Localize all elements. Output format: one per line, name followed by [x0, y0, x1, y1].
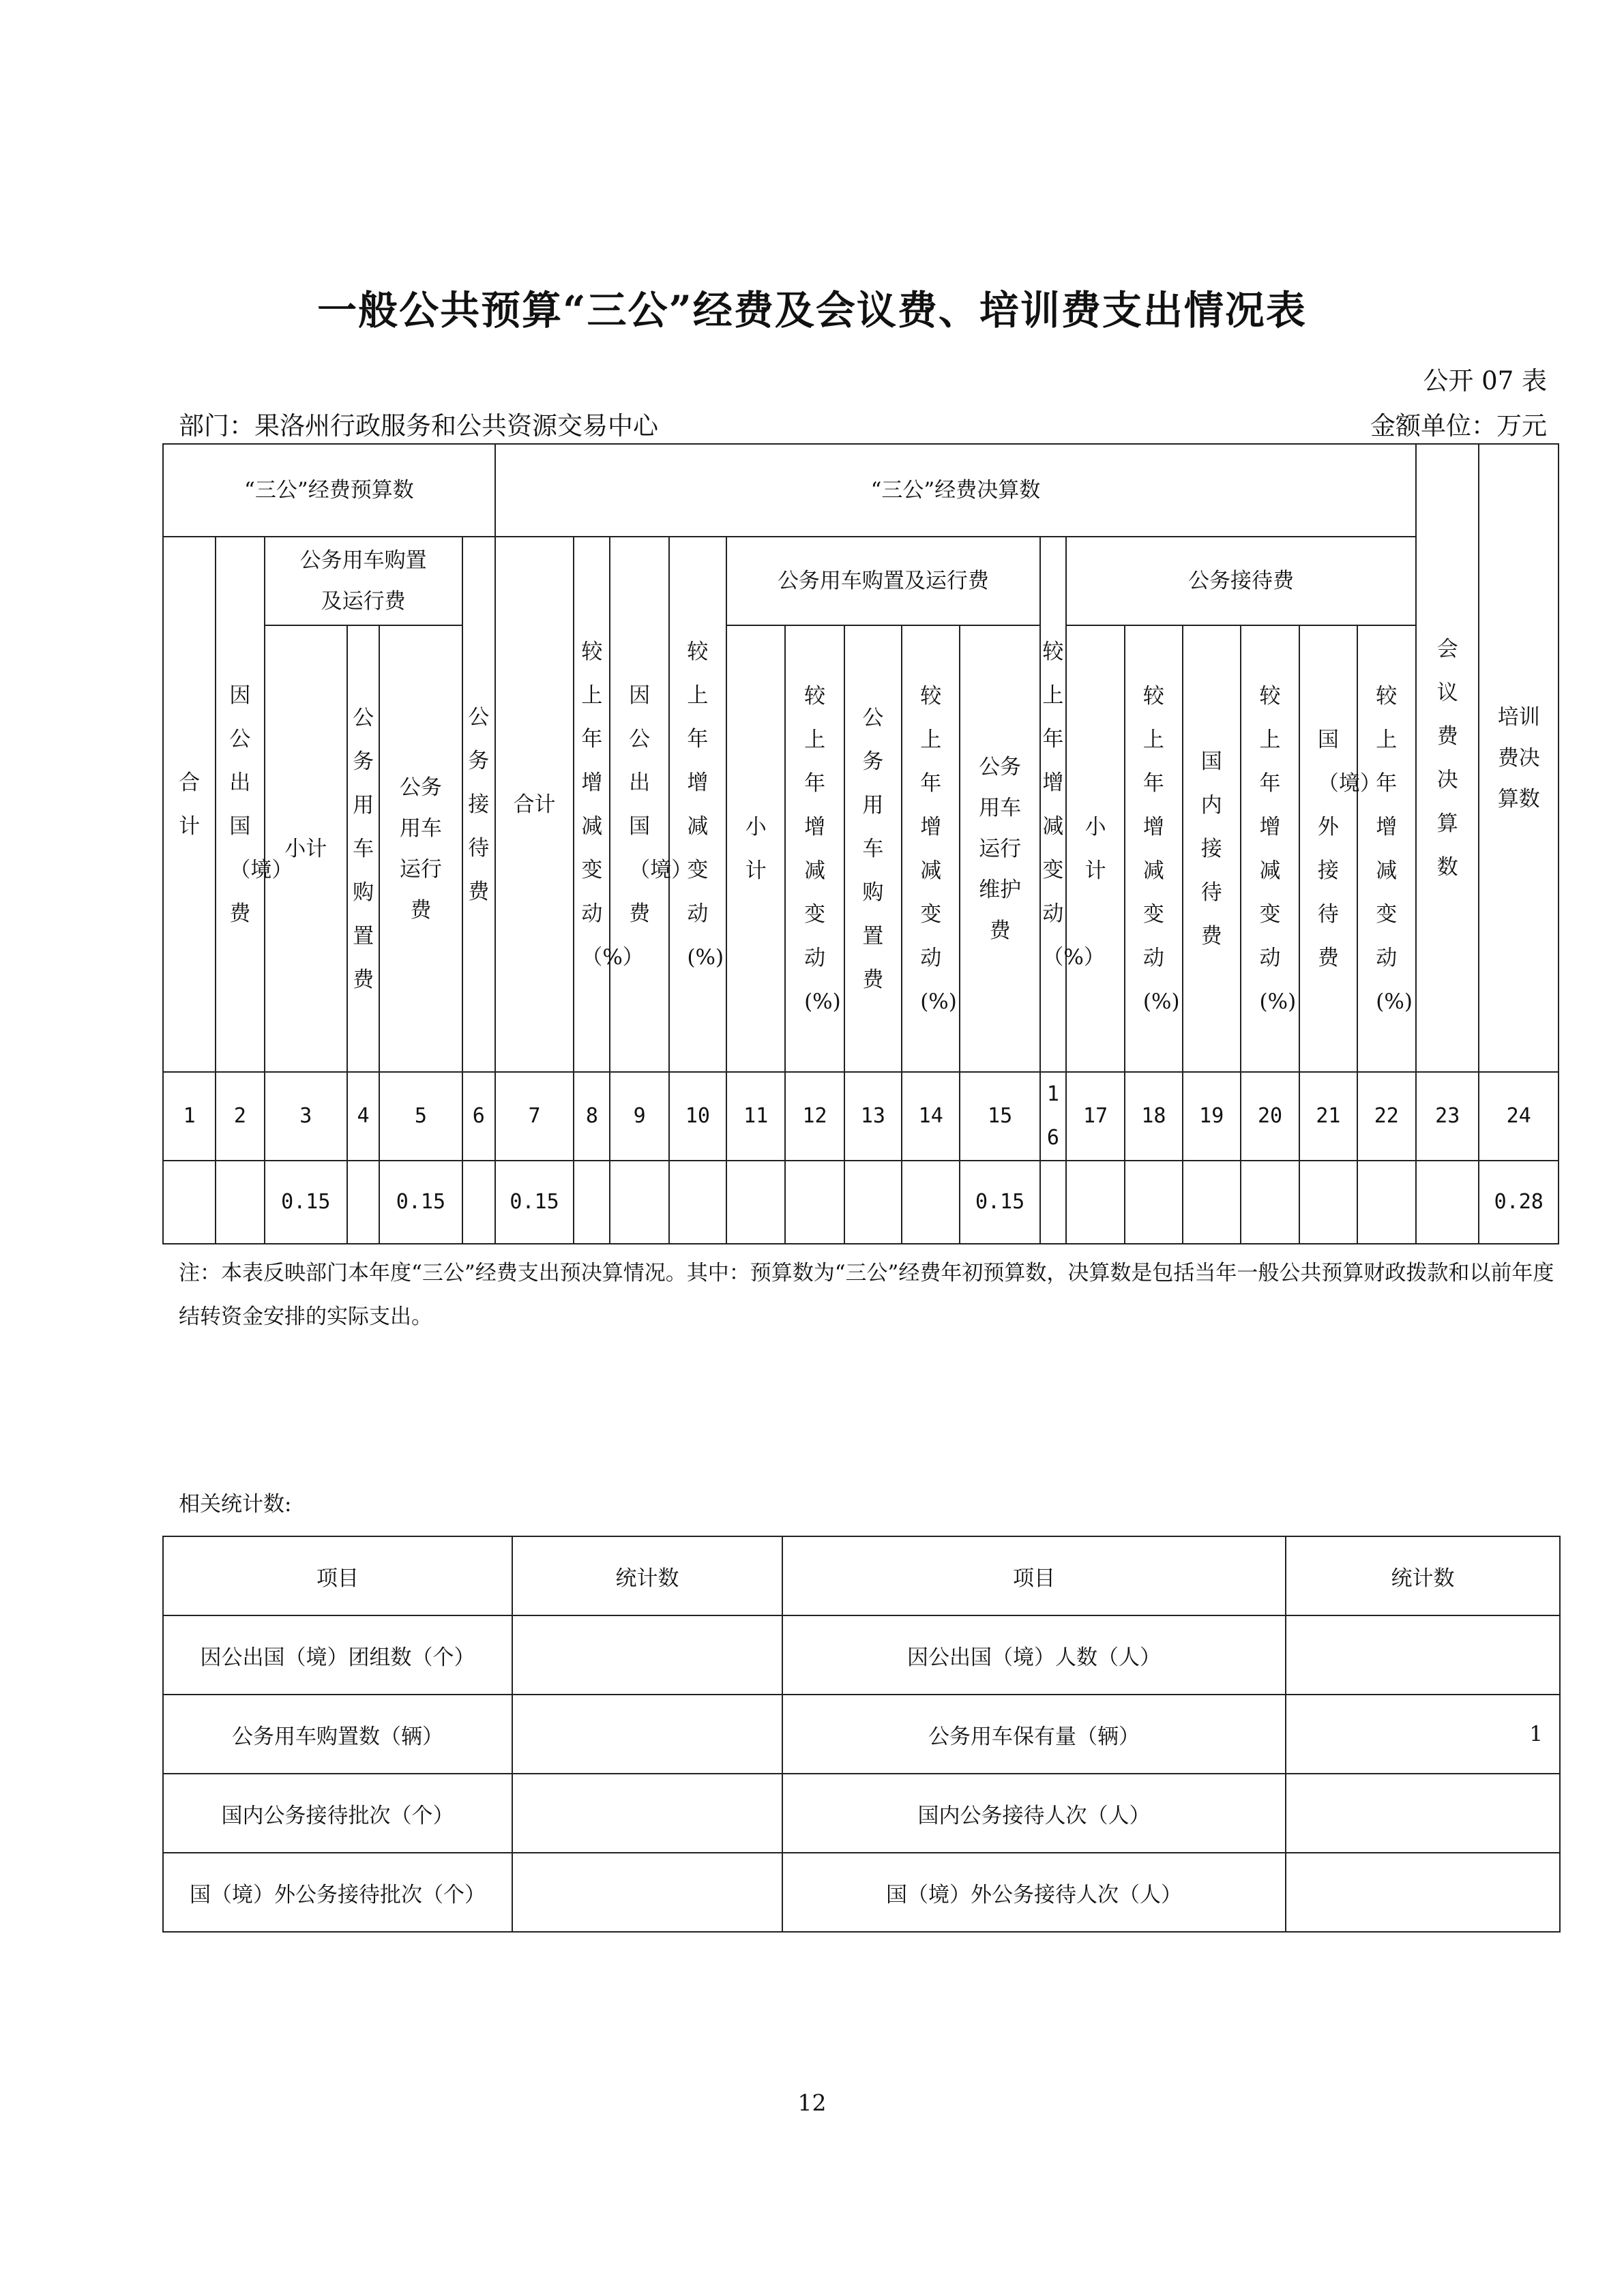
- value-cell: [1241, 1161, 1299, 1244]
- header-budget-reception: 公务接待费: [462, 537, 495, 1072]
- value-cell: 0.15: [960, 1161, 1039, 1244]
- table-row: [163, 1615, 1560, 1695]
- header-final-total-change: 较上年增减变动（%）: [574, 537, 610, 1072]
- header-final-vehicle-purchase-change: 较上年增减变动(%): [902, 625, 960, 1072]
- value-cell: 0.15: [495, 1161, 574, 1244]
- header-final-reception-subtotal-change: 较上年增减变动(%): [1125, 625, 1182, 1072]
- stats-item: 公务用车购置数（辆）: [163, 1695, 512, 1774]
- stats-header: 项目: [163, 1536, 512, 1615]
- stats-item: 公务用车保有量（辆）: [782, 1695, 1286, 1774]
- column-number: 1: [163, 1072, 216, 1161]
- header-final-foreign-reception: 国（境）外接待费: [1299, 625, 1357, 1072]
- column-number: 19: [1183, 1072, 1241, 1161]
- column-number: 15: [960, 1072, 1039, 1161]
- header-final-vehicle-subtotal: 小计: [726, 625, 785, 1072]
- stats-value: [512, 1774, 782, 1853]
- value-cell: 0.28: [1479, 1161, 1559, 1244]
- value-cell: [785, 1161, 844, 1244]
- header-final-vehicle-group: 公务用车购置及运行费: [726, 537, 1040, 625]
- column-number: 4: [347, 1072, 379, 1161]
- value-cell: [462, 1161, 495, 1244]
- column-number: 5: [379, 1072, 462, 1161]
- column-number: 2: [216, 1072, 264, 1161]
- header-final-vehicle-maintenance: 公务用车运行维护费: [960, 625, 1039, 1072]
- column-number: 13: [844, 1072, 902, 1161]
- column-number: 16: [1040, 1072, 1066, 1161]
- value-cell: [574, 1161, 610, 1244]
- column-number: 24: [1479, 1072, 1559, 1161]
- header-budget-vehicle-group: 公务用车购置及运行费: [265, 537, 462, 625]
- table-row: [163, 1853, 1560, 1932]
- page-number: 12: [797, 2089, 827, 2116]
- column-number: 20: [1241, 1072, 1299, 1161]
- stats-label: 相关统计数:: [179, 1492, 292, 1517]
- value-cell: [1125, 1161, 1182, 1244]
- header-final-domestic-reception-change: 较上年增减变动(%): [1241, 625, 1299, 1072]
- header-training-fee: 培训费决算数: [1479, 444, 1559, 1072]
- header-final-domestic-reception: 国内接待费: [1183, 625, 1241, 1072]
- value-cell: [902, 1161, 960, 1244]
- header-final-reception-group: 公务接待费: [1066, 537, 1416, 625]
- stats-item: 因公出国（境）团组数（个）: [163, 1615, 512, 1695]
- value-cell: [216, 1161, 264, 1244]
- header-final-reception-subtotal: 小计: [1066, 625, 1125, 1072]
- stats-value: [512, 1695, 782, 1774]
- header-meeting-fee: 会议费决算数: [1416, 444, 1479, 1072]
- header-final-vehicle-subtotal-change: 较上年增减变动(%): [785, 625, 844, 1072]
- stats-value: 1: [1286, 1695, 1560, 1774]
- value-cell: [1357, 1161, 1417, 1244]
- value-cell: [610, 1161, 668, 1244]
- stats-value: [512, 1615, 782, 1695]
- value-cell: 0.15: [379, 1161, 462, 1244]
- value-cell: [1416, 1161, 1479, 1244]
- header-budget-vehicle-subtotal: 小计: [265, 625, 347, 1072]
- header-final-abroad-change: 较上年增减变动(%): [669, 537, 726, 1072]
- header-final-foreign-reception-change: 较上年增减变动(%): [1357, 625, 1417, 1072]
- stats-value: [1286, 1774, 1560, 1853]
- column-number: 9: [610, 1072, 668, 1161]
- stats-value: [1286, 1853, 1560, 1932]
- table-row: [163, 1695, 1560, 1774]
- stats-header: 项目: [782, 1536, 1286, 1615]
- stats-item: 国内公务接待人次（人）: [782, 1774, 1286, 1853]
- expenditure-table: [162, 443, 1559, 1244]
- stats-item: 国内公务接待批次（个）: [163, 1774, 512, 1853]
- column-number: 22: [1357, 1072, 1417, 1161]
- header-budget-vehicle-operation: 公务用车运行费: [379, 625, 462, 1072]
- value-cell: [669, 1161, 726, 1244]
- stats-value: [1286, 1615, 1560, 1695]
- stats-item: 因公出国（境）人数（人）: [782, 1615, 1286, 1695]
- department-label: 部门：果洛州行政服务和公共资源交易中心: [179, 411, 658, 441]
- value-cell: [1299, 1161, 1357, 1244]
- value-cell: [1183, 1161, 1241, 1244]
- column-number: 18: [1125, 1072, 1182, 1161]
- column-number: 8: [574, 1072, 610, 1161]
- column-number: 11: [726, 1072, 785, 1161]
- column-number: 10: [669, 1072, 726, 1161]
- header-final-group: “三公”经费决算数: [495, 444, 1416, 537]
- table-row: [163, 1774, 1560, 1853]
- column-number: 6: [462, 1072, 495, 1161]
- value-cell: [726, 1161, 785, 1244]
- value-cell: [347, 1161, 379, 1244]
- header-final-abroad: 因公出国（境）费: [610, 537, 668, 1072]
- column-number: 3: [265, 1072, 347, 1161]
- page-title: 一般公共预算“三公”经费及会议费、培训费支出情况表: [317, 287, 1307, 333]
- column-number: 21: [1299, 1072, 1357, 1161]
- column-number: 23: [1416, 1072, 1479, 1161]
- value-cell: 0.15: [265, 1161, 347, 1244]
- stats-item: 国（境）外公务接待批次（个）: [163, 1853, 512, 1932]
- stats-table: [162, 1536, 1561, 1933]
- stats-header: 统计数: [512, 1536, 782, 1615]
- column-number: 14: [902, 1072, 960, 1161]
- amount-unit-label: 金额单位：万元: [1370, 411, 1547, 441]
- header-final-vehicle-purchase: 公务用车购置费: [844, 625, 902, 1072]
- header-budget-total: 合计: [163, 537, 216, 1072]
- value-cell: [163, 1161, 216, 1244]
- column-number: 12: [785, 1072, 844, 1161]
- header-budget-abroad: 因公出国（境）费: [216, 537, 264, 1072]
- column-number: 17: [1066, 1072, 1125, 1161]
- table-code: 公开 07 表: [1423, 366, 1547, 396]
- column-number: 7: [495, 1072, 574, 1161]
- value-cell: [1066, 1161, 1125, 1244]
- stats-header: 统计数: [1286, 1536, 1560, 1615]
- value-cell: [844, 1161, 902, 1244]
- table-note: 注：本表反映部门本年度“三公”经费支出预决算情况。其中：预算数为“三公”经费年初预算数，决算数是包括当年一般公共预算财政拨款和以前年度结转资金安排的实际支出。: [179, 1261, 1554, 1329]
- header-final-vehicle-maintenance-change: 较上年增减变动（%）: [1040, 537, 1066, 1072]
- header-final-total: 合计: [495, 537, 574, 1072]
- stats-value: [512, 1853, 782, 1932]
- value-cell: [1040, 1161, 1066, 1244]
- header-budget-group: “三公”经费预算数: [163, 444, 495, 537]
- header-budget-vehicle-purchase: 公务用车购置费: [347, 625, 379, 1072]
- stats-item: 国（境）外公务接待人次（人）: [782, 1853, 1286, 1932]
